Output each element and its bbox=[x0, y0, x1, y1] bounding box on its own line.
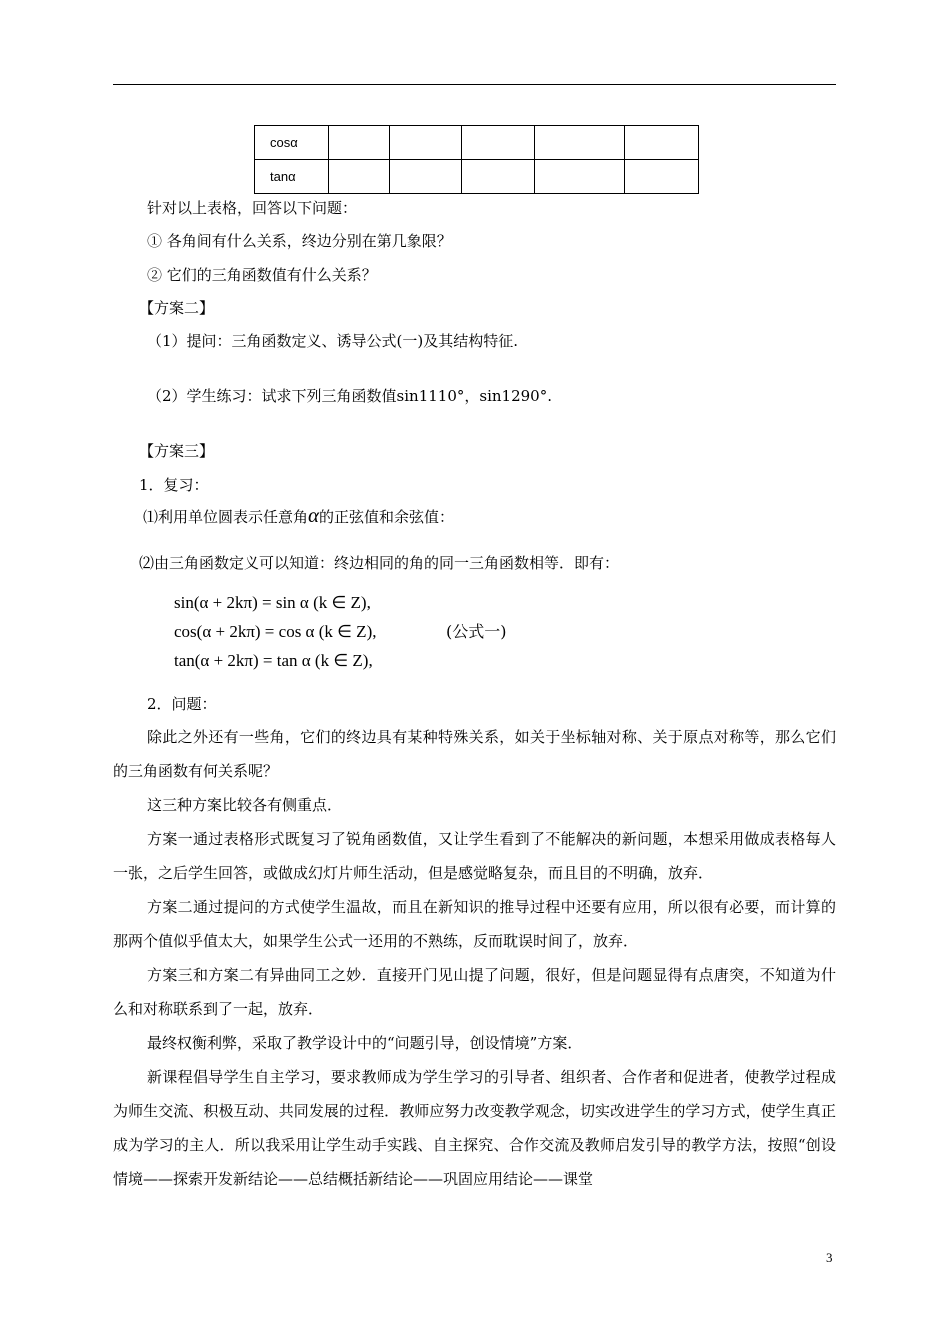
plan2-heading: 【方案二】 bbox=[139, 299, 215, 317]
table-cell bbox=[625, 126, 699, 160]
table-cell bbox=[625, 160, 699, 194]
table-cell bbox=[390, 160, 462, 194]
page-number: 3 bbox=[826, 1250, 833, 1265]
formula-sin: sin(α + 2kπ) = sin α (k ∈ Z), bbox=[174, 593, 371, 612]
formula-tan: tan(α + 2kπ) = tan α (k ∈ Z), bbox=[174, 651, 373, 670]
paragraph: 除此之外还有一些角，它们的终边具有某种特殊关系，如关于坐标轴对称、关于原点对称等，那么它们的三角函数有何关系呢？ bbox=[113, 728, 836, 780]
paragraph: 方案二通过提问的方式使学生温故，而且在新知识的推导过程中还要有应用，所以很有必要，而计算的那两个值似乎值太大，如果学生公式一还用的不熟练，反而耽误时间了，放弃． bbox=[113, 898, 836, 950]
question-1: ① 各角间有什么关系，终边分别在第几象限？ bbox=[147, 232, 452, 250]
paragraph: 新课程倡导学生自主学习，要求教师成为学生学习的引导者、组织者、合作者和促进者，使教学过程成为师生交流、积极互动、共同发展的过程．教师应努力改变教学观念，切实改进学生的学习方式，使学生真正成为学习的主人．所以我采用让学生动手实践、自主探究、合作交流及教师启发引导的教学方法，按照“创设情境——探索开发新结论——总结概括新结论——巩固应用结论——课堂 bbox=[113, 1068, 836, 1188]
question-2: ② 它们的三角函数值有什么关系？ bbox=[147, 266, 377, 284]
plan3-heading: 【方案三】 bbox=[139, 442, 215, 460]
table-cell bbox=[462, 126, 535, 160]
formula-cos: cos(α + 2kπ) = cos α (k ∈ Z), bbox=[174, 622, 377, 641]
plan2-item-2: （2）学生练习：试求下列三角函数值sin1110°，sin1290°. bbox=[147, 387, 552, 405]
row-label-tan: tanα bbox=[255, 160, 329, 194]
plan2-item-1: （1）提问：三角函数定义、诱导公式(一)及其结构特征. bbox=[147, 332, 519, 350]
plan3-sub-2: ⑵由三角函数定义可以知道：终边相同的角的同一三角函数相等．即有： bbox=[139, 554, 620, 572]
alpha-symbol: α bbox=[308, 503, 320, 527]
table-cell bbox=[535, 160, 625, 194]
paragraph: 方案一通过表格形式既复习了锐角函数值，又让学生看到了不能解决的新问题，本想采用做成表格每人一张，之后学生回答，或做成幻灯片师生活动，但是感觉略复杂，而且目的不明确，放弃． bbox=[113, 830, 836, 882]
table-cell bbox=[462, 160, 535, 194]
plan3-review: 1．复习： bbox=[139, 476, 209, 494]
formula-tag: (公式一) bbox=[446, 622, 507, 641]
table-intro: 针对以上表格，回答以下问题： bbox=[147, 199, 358, 217]
paragraph: 方案三和方案二有异曲同工之妙．直接开门见山提了问题，很好，但是问题显得有点唐突，不知道为什么和对称联系到了一起，放弃． bbox=[113, 966, 836, 1018]
plan3-sub-1: ⑴利用单位圆表示任意角α的正弦值和余弦值： bbox=[143, 503, 455, 527]
table-row bbox=[255, 160, 699, 194]
paragraph: 这三种方案比较各有侧重点． bbox=[147, 796, 343, 814]
table-row bbox=[255, 126, 699, 160]
table-cell bbox=[329, 160, 390, 194]
table-cell bbox=[535, 126, 625, 160]
question-label: 2．问题： bbox=[147, 695, 217, 713]
header-rule bbox=[113, 84, 836, 85]
paragraph: 最终权衡利弊，采取了教学设计中的“问题引导，创设情境”方案． bbox=[147, 1034, 583, 1052]
trig-value-table bbox=[254, 125, 699, 194]
table-cell bbox=[329, 126, 390, 160]
row-label-cos: cosα bbox=[255, 126, 329, 160]
table-cell bbox=[390, 126, 462, 160]
